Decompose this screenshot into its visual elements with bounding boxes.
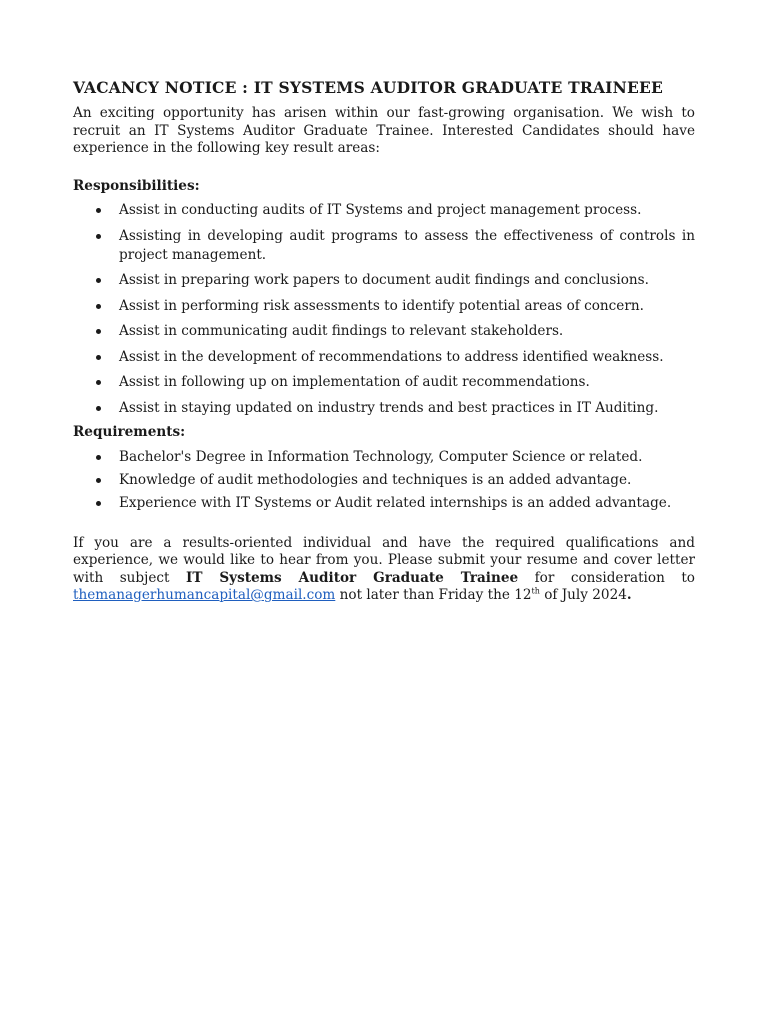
email-link[interactable]: themanagerhumancapital@gmail.com	[73, 587, 336, 603]
bullet-icon	[96, 278, 101, 283]
intro-paragraph: An exciting opportunity has arisen within our fast-growing organisation. We wish to recruit an IT Systems Auditor Graduate Trainee. Interested Candidates should have experience in the following key result areas:	[73, 105, 695, 156]
responsibilities-heading: Responsibilities:	[73, 177, 200, 194]
list-item: Assist in preparing work papers to document audit findings and conclusions.	[73, 271, 695, 290]
bullet-icon	[96, 304, 101, 309]
list-item: Assist in following up on implementation of audit recommendations.	[73, 373, 695, 392]
bullet-icon	[96, 380, 101, 385]
closing-paragraph: If you are a results-oriented individual and have the required qualifications and experience, we would like to hear from you. Please submit your resume and cover letter with subject IT Systems Auditor Graduate Trainee for consideration to themanagerhumancapital@gmail.com not later than Friday the 12th of July 2024.	[73, 534, 695, 603]
list-item: Knowledge of audit methodologies and techniques is an added advantage.	[73, 471, 695, 490]
list-item: Assist in conducting audits of IT Systems and project management process.	[73, 201, 695, 220]
list-item: Experience with IT Systems or Audit related internships is an added advantage.	[73, 494, 695, 513]
subject-line: IT Systems Auditor Graduate Trainee	[185, 569, 519, 586]
list-item: Assist in performing risk assessments to identify potential areas of concern.	[73, 297, 695, 316]
requirements-list	[73, 448, 695, 513]
list-item: Assist in the development of recommendations to address identified weakness.	[73, 348, 695, 367]
list-item: Assist in staying updated on industry trends and best practices in IT Auditing.	[73, 399, 695, 418]
bullet-icon	[96, 406, 101, 411]
requirements-heading: Requirements:	[73, 424, 186, 440]
responsibilities-list	[73, 201, 695, 418]
page-title: VACANCY NOTICE : IT SYSTEMS AUDITOR GRADUATE TRAINEEE	[73, 78, 664, 97]
bullet-icon	[96, 329, 101, 334]
bullet-icon	[96, 208, 101, 213]
list-item: Assist in communicating audit findings to relevant stakeholders.	[73, 322, 695, 341]
bullet-icon	[96, 455, 101, 460]
bullet-icon	[96, 501, 101, 506]
bullet-icon	[96, 234, 101, 239]
list-item: Bachelor's Degree in Information Technology, Computer Science or related.	[73, 448, 695, 467]
bullet-icon	[96, 478, 101, 483]
bullet-icon	[96, 355, 101, 360]
list-item: Assisting in developing audit programs to assess the effectiveness of controls in project management.	[73, 227, 695, 265]
